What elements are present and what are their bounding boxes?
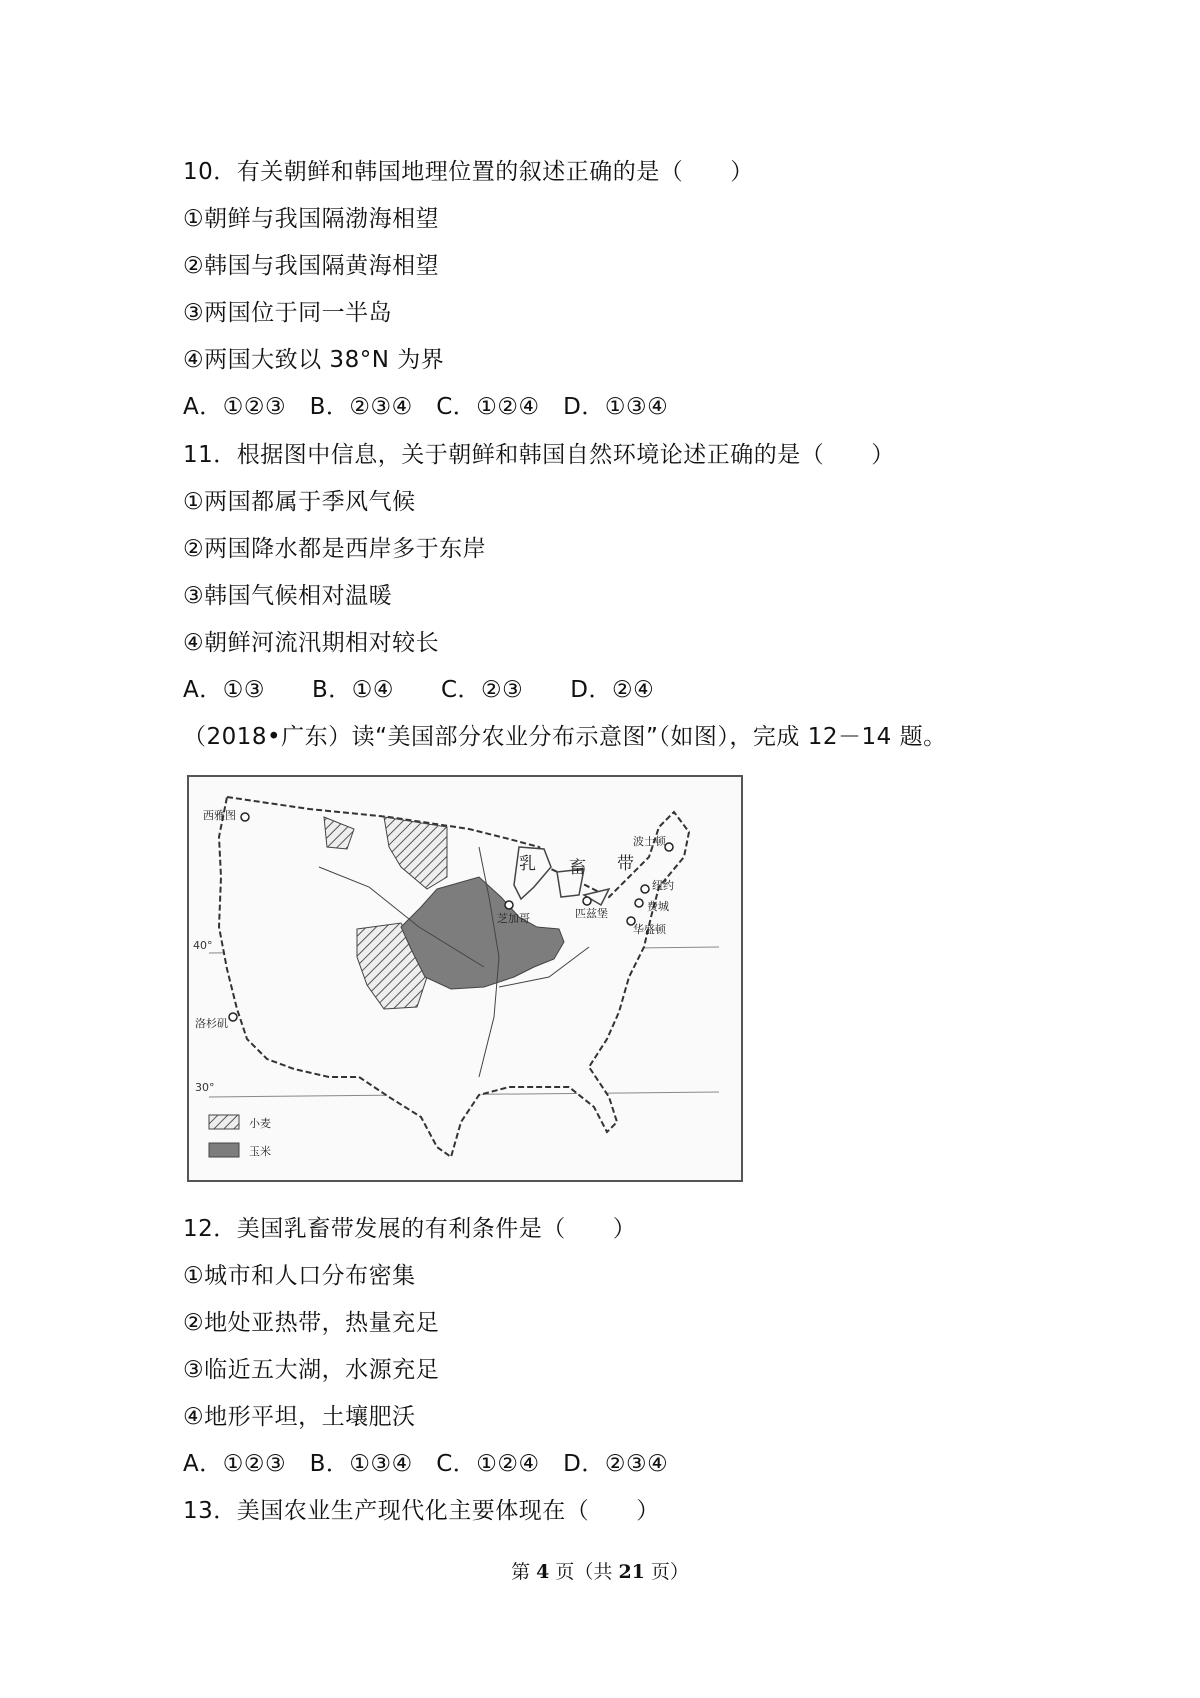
map-svg [189, 777, 741, 1180]
q12-item-4: ④地形平坦，土壤肥沃 [183, 1404, 416, 1430]
dairy-belt-char-3: 带 [617, 854, 634, 874]
legend-corn-label: 玉米 [249, 1145, 271, 1158]
legend-wheat-swatch [209, 1115, 239, 1129]
q12-item-3: ③临近五大湖，水源充足 [183, 1357, 440, 1383]
chicago-marker [505, 901, 513, 909]
washington-label: 华盛顿 [633, 923, 666, 936]
seattle-marker [241, 813, 249, 821]
pittsburgh-label: 匹兹堡 [575, 907, 608, 920]
los-angeles-label: 洛杉矶 [195, 1017, 228, 1030]
boston-label: 波士顿 [633, 835, 666, 848]
seattle-label: 西雅图 [203, 809, 236, 822]
dairy-belt-char-1: 乳 [519, 854, 536, 874]
philadelphia-marker [635, 899, 643, 907]
legend-wheat-label: 小麦 [249, 1117, 271, 1130]
page-footer [0, 1557, 1200, 1584]
q11-stem: 11．根据图中信息，关于朝鲜和韩国自然环境论述正确的是（ ） [183, 442, 895, 468]
footer-mid: 页（共 [549, 1561, 619, 1583]
q12-item-2: ②地处亚热带，热量充足 [183, 1310, 440, 1336]
footer-total-pages: 21 [618, 1561, 645, 1583]
q12-options: A．①②③ B．①③④ C．①②④ D．②③④ [183, 1451, 669, 1477]
q10-item-2: ②韩国与我国隔黄海相望 [183, 253, 440, 279]
legend-corn-swatch [209, 1143, 239, 1157]
q11-item-2: ②两国降水都是西岸多于东岸 [183, 536, 487, 562]
footer-suffix: 页） [644, 1561, 689, 1583]
philadelphia-label: 费城 [647, 900, 669, 913]
footer-page-number: 4 [536, 1561, 550, 1583]
q11-options: A．①③ B．①④ C．②③ D．②④ [183, 677, 655, 703]
q10-item-1: ①朝鲜与我国隔渤海相望 [183, 206, 440, 232]
q10-options: A．①②③ B．②③④ C．①②④ D．①③④ [183, 394, 669, 420]
q11-item-1: ①两国都属于季风气候 [183, 489, 416, 515]
q11-item-3: ③韩国气候相对温暖 [183, 583, 393, 609]
new-york-label: 纽约 [652, 879, 674, 892]
q10-item-3: ③两国位于同一半岛 [183, 300, 393, 326]
chicago-label: 芝加哥 [497, 912, 530, 925]
section-intro: （2018•广东）读“美国部分农业分布示意图”（如图），完成 12－14 题。 [183, 724, 947, 750]
q10-item-4: ④两国大致以 38°N 为界 [183, 347, 445, 373]
dairy-belt-char-2: 畜 [569, 858, 586, 878]
boston-marker [665, 843, 673, 851]
us-agriculture-map [187, 775, 743, 1182]
q12-item-1: ①城市和人口分布密集 [183, 1263, 416, 1289]
lat-30-label: 30° [195, 1081, 215, 1094]
q12-stem: 12．美国乳畜带发展的有利条件是（ ） [183, 1216, 637, 1242]
los-angeles-marker [229, 1013, 237, 1021]
new-york-marker [641, 885, 649, 893]
pittsburgh-marker [583, 897, 591, 905]
lat-40-label: 40° [193, 939, 213, 952]
footer-prefix: 第 [511, 1561, 537, 1583]
q13-stem: 13．美国农业生产现代化主要体现在（ ） [183, 1498, 660, 1524]
q10-stem: 10．有关朝鲜和韩国地理位置的叙述正确的是（ ） [183, 159, 754, 185]
q11-item-4: ④朝鲜河流汛期相对较长 [183, 630, 440, 656]
